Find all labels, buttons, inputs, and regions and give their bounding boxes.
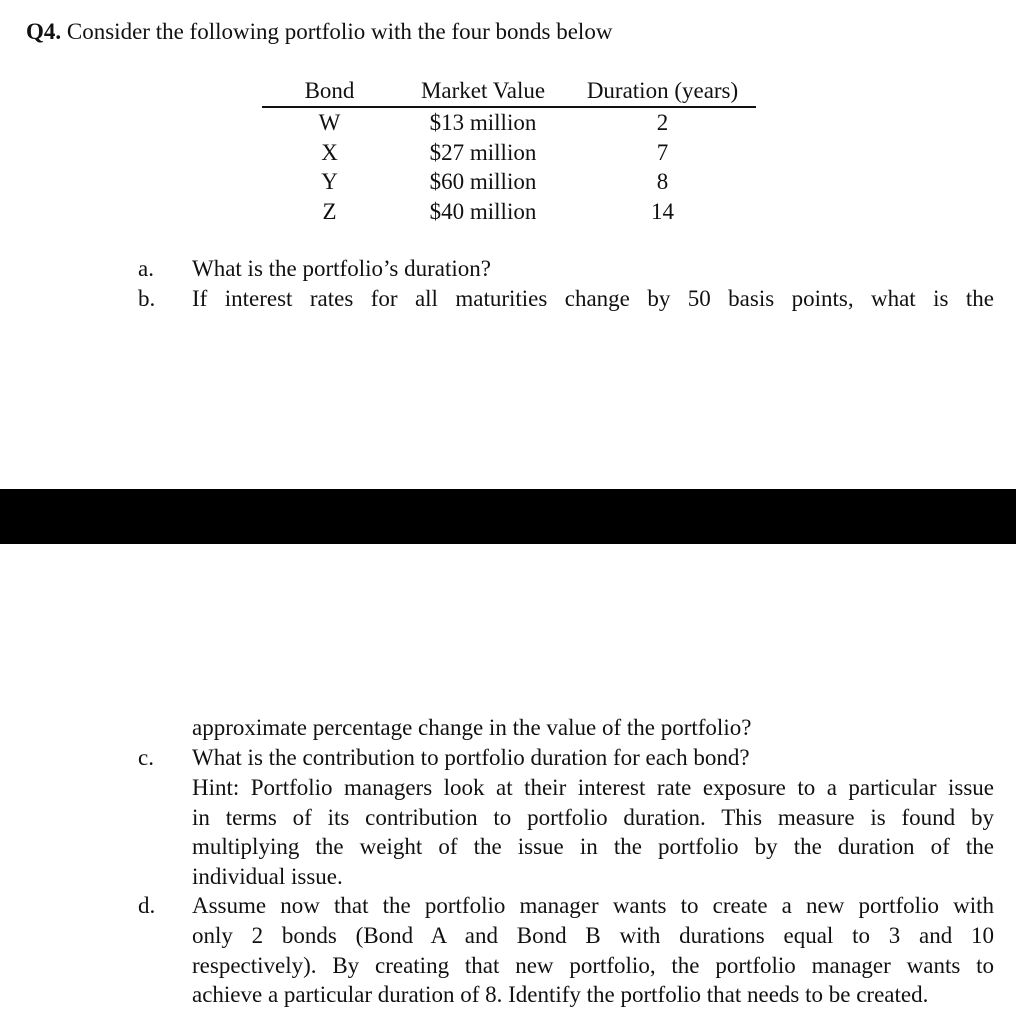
part-d-line: achieve a particular duration of 8. Identify the portfolio that needs to be created. [192,982,929,1008]
market-value: $27 million [429,139,537,165]
bond-name: Z [322,198,337,224]
duration: 8 [656,169,669,194]
part-b-continued [192,713,994,743]
market-value: $13 million [429,110,537,135]
question-intro: Consider the following portfolio with the four bonds below [66,19,613,44]
bond-name: Y [321,169,338,194]
part-a-text: What is the portfolio’s duration? [192,256,491,281]
part-d-line: respectively). By creating that new portfolio, the portfolio manager wants to [192,952,994,978]
header-market-value: Market Value [420,78,546,103]
part-c-hint-line: multiplying the weight of the issue in the portfolio by the duration of the [192,834,994,860]
part-d-line: Assume now that the portfolio manager wants to create a new portfolio with [192,893,994,918]
bond-table [262,76,756,226]
part-b-line2: approximate percentage change in the value of the portfolio? [192,715,752,740]
header-bond: Bond [304,78,355,103]
duration: 7 [656,139,669,165]
bond-name: W [318,110,341,135]
part-d [192,891,994,1010]
part-b-line1: If interest rates for all maturities change by 50 basis points, what is the [192,286,994,311]
part-c-question: What is the contribution to portfolio duration for each bond? [192,745,750,770]
part-c [192,743,994,892]
part-d-line: only 2 bonds (Bond A and Bond B with durations equal to 3 and 10 [192,922,994,948]
redaction-bar [0,489,1016,544]
table-row [262,167,756,197]
part-c-hint-line: Hint: Portfolio managers look at their interest rate exposure to a particular issue [192,774,994,800]
part-d-letter: d. [138,893,156,918]
market-value: $60 million [429,169,537,194]
duration: 14 [651,198,674,224]
duration: 2 [656,110,669,135]
part-c-letter: c. [138,745,154,770]
question-title [26,16,612,48]
question-number: Q4. [26,19,62,44]
part-c-hint-line: in terms of its contribution to portfolio duration. This measure is found by [192,804,994,830]
table-row [262,138,756,168]
market-value: $40 million [429,198,537,224]
table-header [262,76,756,108]
part-c-hint-line: individual issue. [192,864,343,890]
part-a-letter: a. [138,256,154,281]
part-b-letter: b. [138,286,156,311]
header-duration: Duration (years) [586,78,739,103]
bond-name: X [321,139,338,165]
table-row [262,108,756,138]
table-row [262,197,756,227]
